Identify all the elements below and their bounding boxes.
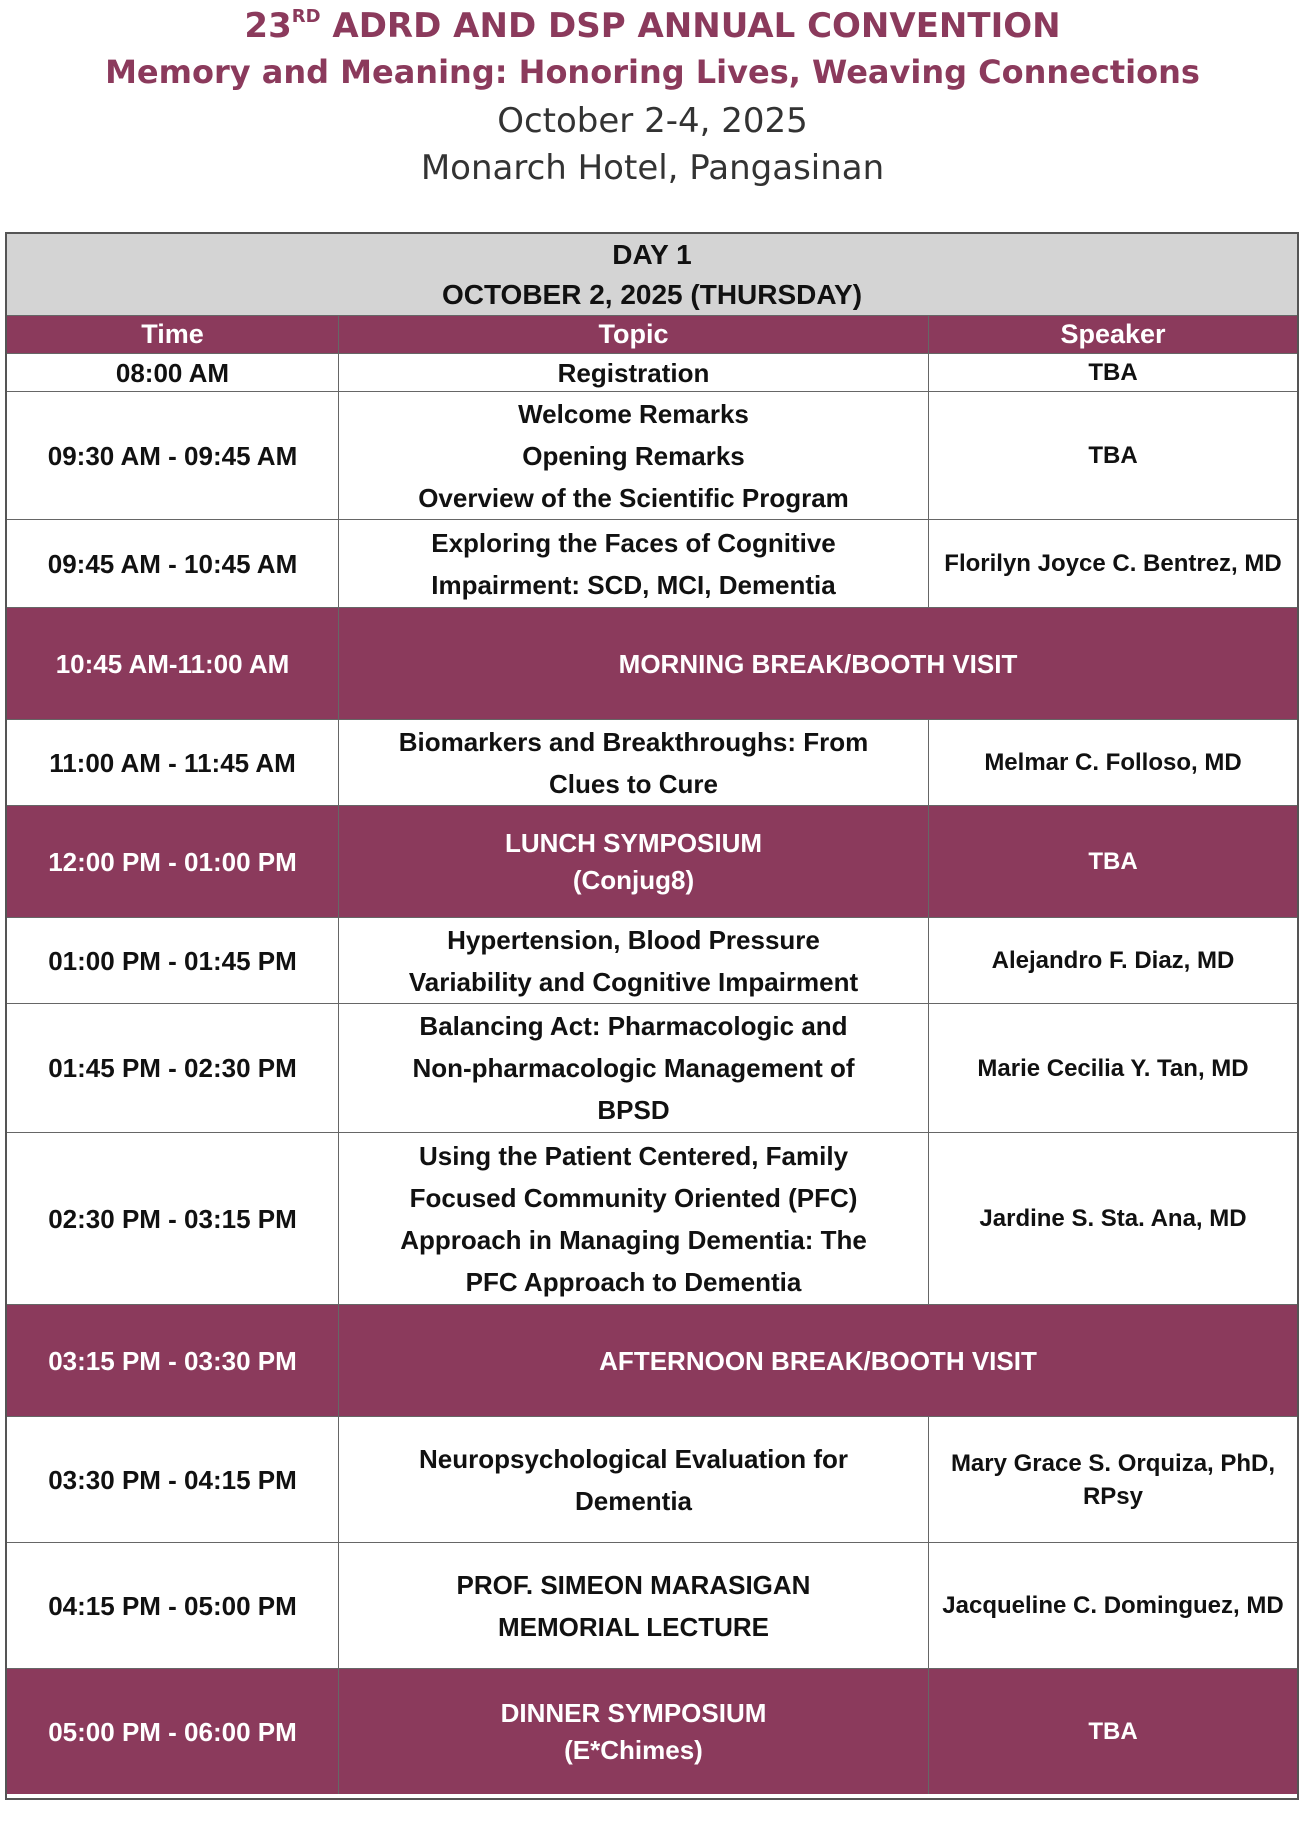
- break-label: AFTERNOON BREAK/BOOTH VISIT: [599, 1345, 1037, 1376]
- day-label: DAY 1: [612, 238, 692, 270]
- topic-line: Balancing Act: Pharmacologic and: [419, 1011, 848, 1041]
- topic-line: Variability and Cognitive Impairment: [408, 966, 859, 997]
- convention-dates: October 2-4, 2025: [497, 101, 808, 141]
- speaker-cell: Jardine S. Sta. Ana, MD: [929, 1133, 1297, 1305]
- speaker-cell: TBA: [929, 354, 1297, 392]
- day-date: OCTOBER 2, 2025 (THURSDAY): [441, 278, 863, 310]
- topic-cell: [339, 1543, 929, 1669]
- topic-cell: [339, 520, 929, 608]
- schedule-table: [5, 232, 1299, 1800]
- speaker-cell: Jacqueline C. Dominguez, MD: [929, 1543, 1297, 1669]
- time-cell: 03:15 PM - 03:30 PM: [7, 1305, 339, 1417]
- convention-title: 23RD ADRD AND DSP ANNUAL CONVENTION: [244, 6, 1061, 46]
- topic-cell: [339, 1004, 929, 1133]
- speaker-cell: TBA: [929, 392, 1297, 520]
- topic-cell: [339, 1133, 929, 1305]
- speaker-cell: Alejandro F. Diaz, MD: [929, 918, 1297, 1004]
- topic-cell: [339, 1417, 929, 1543]
- speaker-cell: Florilyn Joyce C. Bentrez, MD: [929, 520, 1297, 608]
- day-header: [7, 234, 1297, 316]
- topic-line: PFC Approach to Dementia: [465, 1266, 802, 1297]
- topic-line: (Conjug8): [572, 864, 695, 895]
- break-cell: [339, 1305, 1297, 1417]
- topic-cell: [339, 1669, 929, 1794]
- time-cell: 04:15 PM - 05:00 PM: [7, 1543, 339, 1669]
- topic-cell: [339, 720, 929, 806]
- speaker-cell: Melmar C. Folloso, MD: [929, 720, 1297, 806]
- time-cell: 09:45 AM - 10:45 AM: [7, 520, 339, 608]
- topic-line: Biomarkers and Breakthroughs: From: [398, 726, 869, 757]
- column-header-topic: Topic: [339, 316, 929, 354]
- topic-line: Registration: [557, 357, 710, 388]
- topic-line: Dementia: [574, 1485, 693, 1516]
- time-cell: 05:00 PM - 06:00 PM: [7, 1669, 339, 1794]
- time-cell: 11:00 AM - 11:45 AM: [7, 720, 339, 806]
- column-header-time: Time: [7, 316, 339, 354]
- topic-line: Focused Community Oriented (PFC): [409, 1182, 858, 1213]
- topic-line: BPSD: [597, 1095, 670, 1125]
- time-cell: 08:00 AM: [7, 354, 339, 392]
- time-cell: 01:00 PM - 01:45 PM: [7, 918, 339, 1004]
- topic-cell: [339, 392, 929, 520]
- topic-line: Overview of the Scientific Program: [418, 482, 849, 513]
- break-label: MORNING BREAK/BOOTH VISIT: [618, 648, 1018, 679]
- topic-line: LUNCH SYMPOSIUM: [504, 827, 763, 858]
- topic-line: Exploring the Faces of Cognitive: [431, 527, 836, 558]
- topic-cell: [339, 918, 929, 1004]
- topic-line: PROF. SIMEON MARASIGAN: [456, 1569, 811, 1600]
- topic-line: MEMORIAL LECTURE: [497, 1611, 770, 1642]
- speaker-cell: Marie Cecilia Y. Tan, MD: [929, 1004, 1297, 1133]
- topic-line: Opening Remarks: [522, 440, 745, 471]
- topic-cell: [339, 806, 929, 918]
- time-cell: 01:45 PM - 02:30 PM: [7, 1004, 339, 1133]
- topic-line: Impairment: SCD, MCI, Dementia: [431, 569, 836, 600]
- convention-theme: Memory and Meaning: Honoring Lives, Weaving Connections: [105, 53, 1200, 91]
- topic-line: Using the Patient Centered, Family: [418, 1140, 849, 1171]
- topic-cell: [339, 354, 929, 392]
- time-cell: 02:30 PM - 03:15 PM: [7, 1133, 339, 1305]
- column-header-speaker: Speaker: [929, 316, 1297, 354]
- time-cell: 09:30 AM - 09:45 AM: [7, 392, 339, 520]
- topic-line: Neuropsychological Evaluation for: [418, 1443, 849, 1474]
- speaker-cell: TBA: [929, 1669, 1297, 1794]
- topic-line: (E*Chimes): [564, 1734, 703, 1765]
- speaker-cell: TBA: [929, 806, 1297, 918]
- topic-line: Non-pharmacologic Management of: [412, 1053, 855, 1083]
- topic-line: Welcome Remarks: [518, 398, 749, 429]
- time-cell: 03:30 PM - 04:15 PM: [7, 1417, 339, 1543]
- speaker-cell: Mary Grace S. Orquiza, PhD, RPsy: [929, 1417, 1297, 1543]
- break-cell: [339, 608, 1297, 720]
- time-cell: 10:45 AM-11:00 AM: [7, 608, 339, 720]
- convention-venue: Monarch Hotel, Pangasinan: [420, 148, 885, 188]
- topic-line: DINNER SYMPOSIUM: [500, 1697, 767, 1728]
- topic-line: Approach in Managing Dementia: The: [400, 1224, 867, 1255]
- topic-line: Hypertension, Blood Pressure: [447, 924, 820, 955]
- topic-line: Clues to Cure: [548, 768, 719, 799]
- time-cell: 12:00 PM - 01:00 PM: [7, 806, 339, 918]
